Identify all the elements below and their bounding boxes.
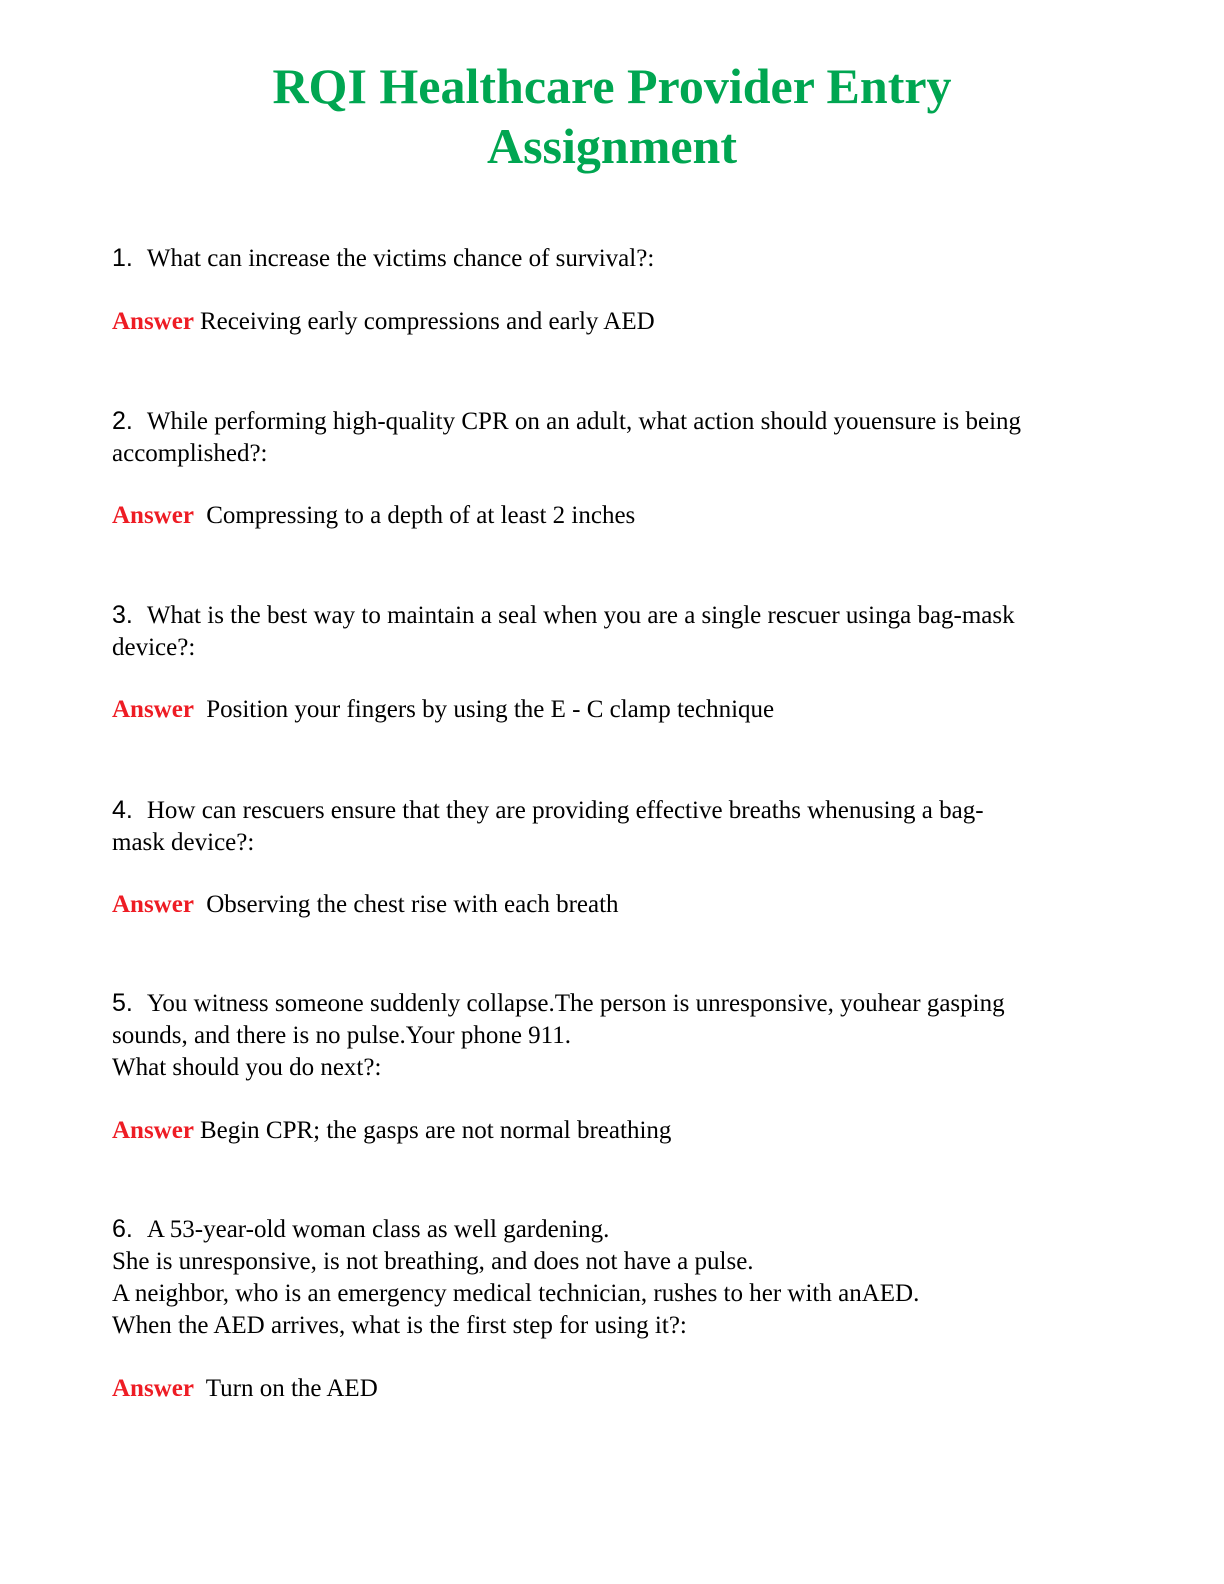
answer-line [112, 500, 635, 532]
answer-line [112, 694, 774, 726]
answer-text: Receiving early compressions and early AED [199, 308, 655, 335]
answer-line [112, 1373, 378, 1405]
question-block-4 [112, 794, 1132, 918]
answer-label: Answer [112, 308, 194, 335]
question-block-3 [112, 599, 1132, 723]
question-text: 3. What is the best way to maintain a seal when you are a single rescuer usinga bag-mask device?: [112, 601, 1015, 661]
answer-label: Answer [112, 696, 194, 723]
answer-label: Answer [112, 502, 194, 529]
answer-text: Begin CPR; the gasps are not normal breathing [199, 1117, 672, 1144]
answer-label: Answer [112, 891, 194, 918]
title-line-2: Assignment [486, 118, 738, 174]
question-number: 5. [112, 989, 133, 1017]
question-number: 1. [112, 244, 133, 272]
question-text: 5. You witness someone suddenly collapse.The person is unresponsive, youhear gasping sounds, and there is no pulse.Your phone 911. What should you do next?: [112, 989, 1005, 1081]
answer-text: Turn on the AED [199, 1375, 378, 1402]
question-text: 4. How can rescuers ensure that they are providing effective breaths whenusing a bag- mask device?: [112, 796, 984, 856]
answer-text: Observing the chest rise with each breath [199, 891, 619, 918]
question-block-6 [112, 1213, 1132, 1402]
answer-label: Answer [112, 1117, 194, 1144]
question-text: 1. What can increase the victims chance of survival?: [112, 244, 655, 272]
question-block-1 [112, 242, 1132, 335]
question-text: 6. A 53-year-old woman class as well gardening. She is unresponsive, is not breathing, and does not have a pulse. A neighbor, who is an emergency medical technician, rushes to her with anAED. When the AED arrives, what is the first step for using it?: [112, 1215, 920, 1339]
answer-line [112, 1115, 671, 1147]
question-number: 6. [112, 1215, 133, 1243]
answer-line [112, 889, 619, 921]
question-block-2 [112, 405, 1132, 529]
question-number: 4. [112, 796, 133, 824]
question-number: 2. [112, 407, 133, 435]
page-title [0, 56, 1224, 176]
answer-text: Compressing to a depth of at least 2 inches [199, 502, 636, 529]
question-block-5 [112, 987, 1132, 1144]
answer-text: Position your fingers by using the E - C clamp technique [199, 696, 775, 723]
answer-line [112, 306, 655, 338]
title-line-1: RQI Healthcare Provider Entry [272, 58, 952, 114]
question-number: 3. [112, 601, 133, 629]
answer-label: Answer [112, 1375, 194, 1402]
question-text: 2. While performing high-quality CPR on an adult, what action should youensure is being accomplished?: [112, 407, 1022, 467]
